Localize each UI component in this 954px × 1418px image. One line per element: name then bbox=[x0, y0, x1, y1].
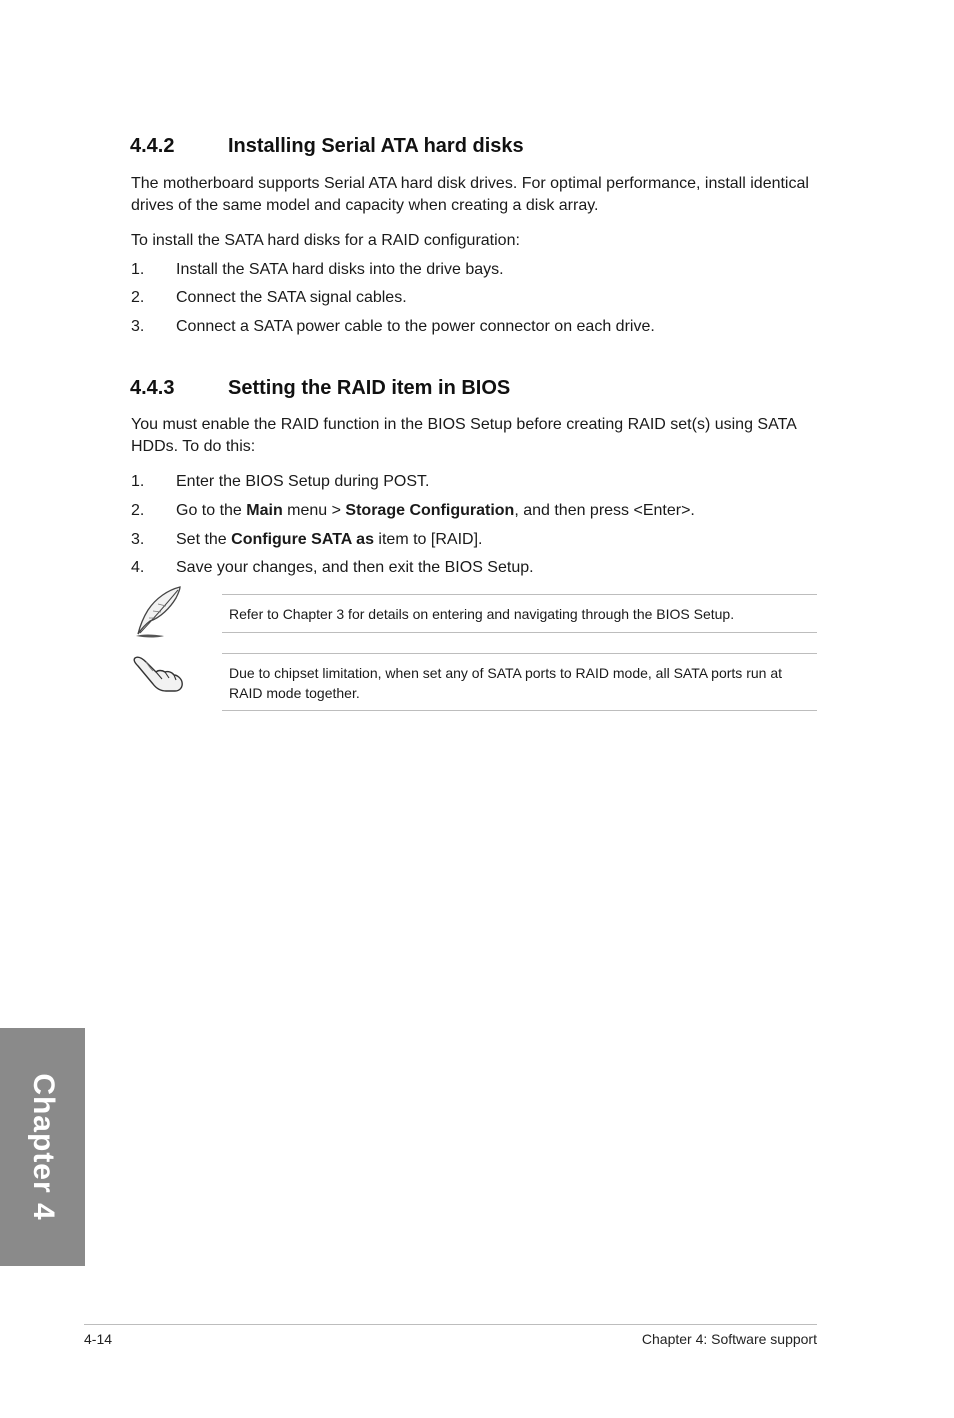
list-item bbox=[131, 316, 821, 338]
footer-chapter-title: Chapter 4: Software support bbox=[641, 1331, 817, 1347]
list-number: 2. bbox=[131, 289, 145, 306]
list-text: Install the SATA hard disks into the drive bays. bbox=[176, 261, 504, 278]
list-text-part: , and then press <Enter>. bbox=[514, 502, 695, 519]
list-item bbox=[131, 471, 821, 493]
list-text: Save your changes, and then exit the BIOS Setup. bbox=[176, 559, 534, 576]
pointing-hand-icon bbox=[132, 654, 186, 694]
bold-term-configure-sata-as: Configure SATA as bbox=[231, 531, 374, 548]
note-box bbox=[222, 594, 817, 633]
list-item bbox=[131, 529, 821, 551]
section-intro-paragraph: You must enable the RAID function in the BIOS Setup before creating RAID set(s) using SATA HDDs. To do this: bbox=[131, 416, 796, 455]
bold-term-main: Main bbox=[246, 502, 283, 519]
list-item bbox=[131, 500, 821, 522]
list-number: 1. bbox=[131, 261, 145, 278]
chapter-side-tab bbox=[0, 1028, 85, 1266]
feather-pen-icon bbox=[128, 584, 186, 640]
note-box bbox=[222, 653, 817, 711]
list-number: 3. bbox=[131, 318, 145, 335]
list-number: 4. bbox=[131, 559, 145, 576]
list-text-part: item to [RAID]. bbox=[373, 531, 483, 548]
list-item bbox=[131, 557, 821, 579]
list-item bbox=[131, 287, 821, 309]
footer-page-number: 4-14 bbox=[84, 1331, 113, 1347]
list-text-part: Set the bbox=[176, 531, 232, 548]
section-number: 4.4.2 bbox=[130, 135, 175, 157]
chapter-tab-label: Chapter 4 bbox=[26, 1073, 60, 1221]
section-heading-4-4-3 bbox=[130, 377, 510, 400]
section-intro-paragraph: The motherboard supports Serial ATA hard disk drives. For optimal performance, install identical drives of the same model and capacity when creating a disk array. bbox=[131, 175, 809, 214]
note-text: Due to chipset limitation, when set any of SATA ports to RAID mode, all SATA ports run at RAID mode together. bbox=[229, 665, 782, 701]
list-number: 3. bbox=[131, 531, 145, 548]
bold-term-storage-configuration: Storage Configuration bbox=[345, 502, 515, 519]
section-title: Setting the RAID item in BIOS bbox=[228, 377, 511, 399]
list-item bbox=[131, 259, 821, 281]
list-text-part: menu > bbox=[282, 502, 346, 519]
list-text: Enter the BIOS Setup during POST. bbox=[176, 473, 430, 490]
section-heading-4-4-2 bbox=[130, 135, 524, 158]
list-text: Connect a SATA power cable to the power connector on each drive. bbox=[176, 318, 655, 335]
section-title: Installing Serial ATA hard disks bbox=[228, 135, 524, 157]
list-text: Connect the SATA signal cables. bbox=[176, 289, 407, 306]
footer-rule bbox=[84, 1324, 817, 1325]
list-number: 2. bbox=[131, 502, 145, 519]
list-text-part: Go to the bbox=[176, 502, 247, 519]
section-lead-paragraph: To install the SATA hard disks for a RAID configuration: bbox=[131, 232, 520, 249]
section-number: 4.4.3 bbox=[130, 377, 175, 399]
list-number: 1. bbox=[131, 473, 145, 490]
note-text: Refer to Chapter 3 for details on entering and navigating through the BIOS Setup. bbox=[229, 606, 735, 622]
